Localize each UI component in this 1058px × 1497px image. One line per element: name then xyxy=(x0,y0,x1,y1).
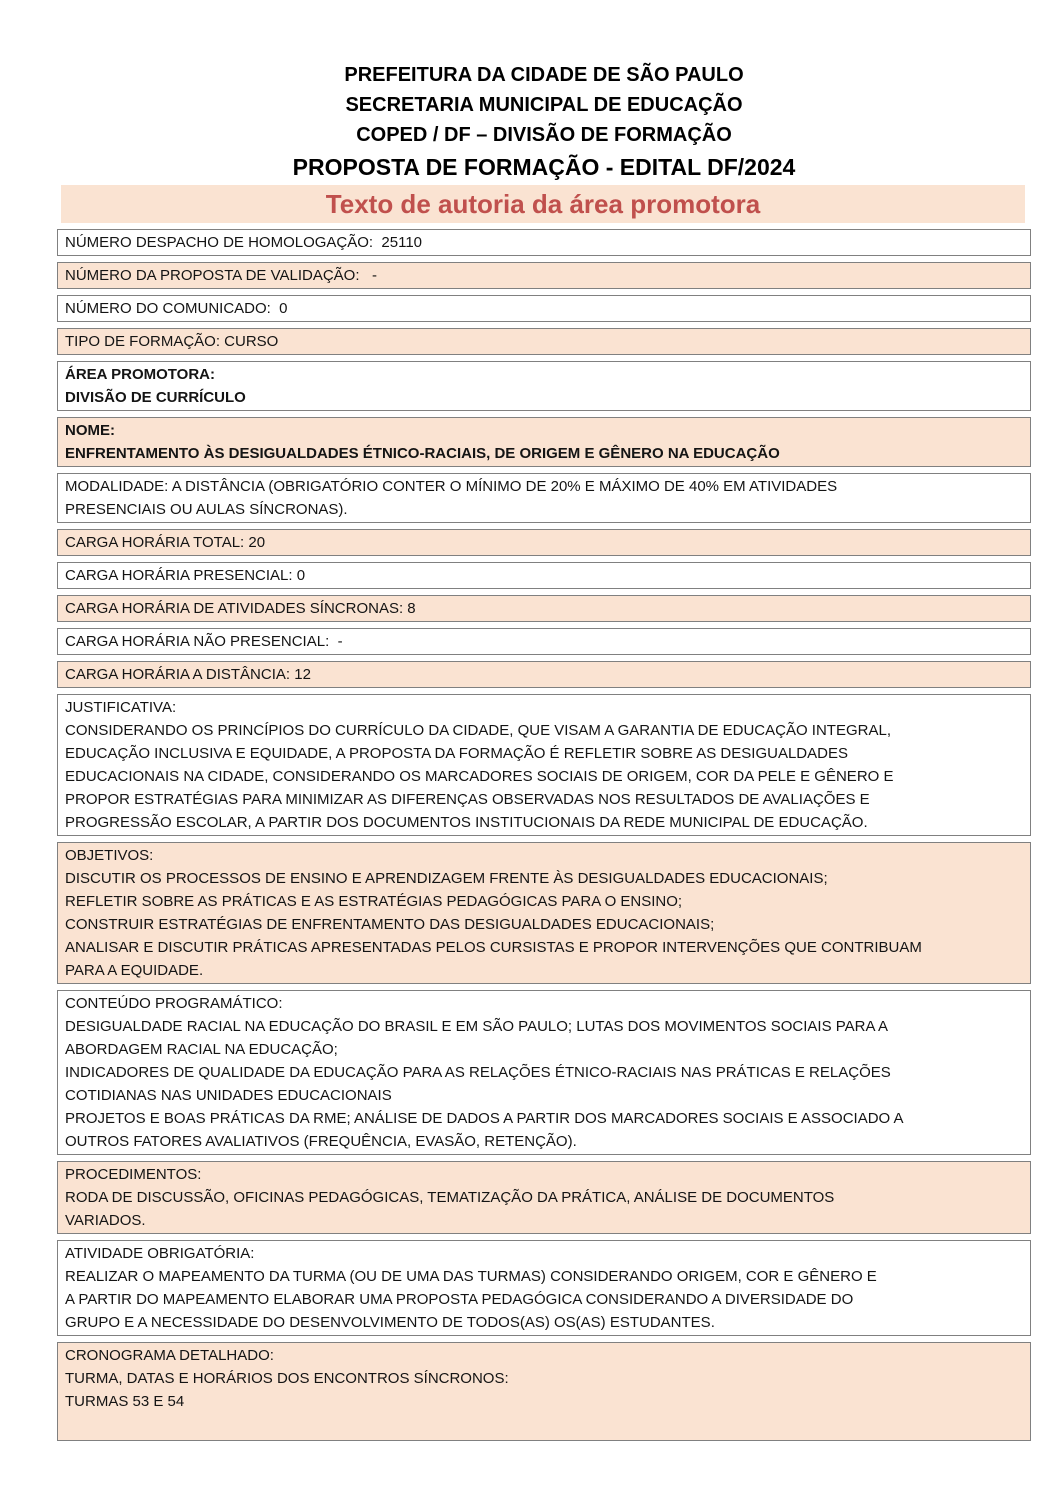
section-text: PROGRESSÃO ESCOLAR, A PARTIR DOS DOCUMENTOS INSTITUCIONAIS DA REDE MUNICIPAL DE EDUCAÇÃO. xyxy=(65,814,868,831)
section-text: PROJETOS E BOAS PRÁTICAS DA RME; ANÁLISE DE DADOS A PARTIR DOS MARCADORES SOCIAIS E ASSOCIADO A xyxy=(65,1110,904,1127)
header-line-prefeitura: PREFEITURA DA CIDADE DE SÃO PAULO xyxy=(344,64,744,86)
section-text: GRUPO E A NECESSIDADE DO DESENVOLVIMENTO DE TODOS(AS) OS(AS) ESTUDANTES. xyxy=(65,1314,715,1331)
field-text: PRESENCIAIS OU AULAS SÍNCRONAS). xyxy=(65,501,348,518)
section-cronograma-detalhado xyxy=(57,1342,1031,1441)
field-tipo-formacao xyxy=(57,328,1031,355)
section-text: REALIZAR O MAPEAMENTO DA TURMA (OU DE UMA DAS TURMAS) CONSIDERANDO ORIGEM, COR E GÊNERO E xyxy=(65,1268,877,1285)
field-text: NÚMERO DA PROPOSTA DE VALIDAÇÃO: - xyxy=(65,267,378,284)
header-line-proposta: PROPOSTA DE FORMAÇÃO - EDITAL DF/2024 xyxy=(292,154,796,180)
field-carga-horaria-total xyxy=(57,529,1031,556)
field-text: CARGA HORÁRIA NÃO PRESENCIAL: - xyxy=(65,633,343,650)
section-text: COTIDIANAS NAS UNIDADES EDUCACIONAIS xyxy=(65,1087,392,1104)
section-label: CONTEÚDO PROGRAMÁTICO: xyxy=(65,995,283,1012)
field-carga-horaria-atividades-sincronas xyxy=(57,595,1031,622)
field-label: ÁREA PROMOTORA: xyxy=(65,366,215,383)
section-objetivos xyxy=(57,842,1031,984)
document-header xyxy=(57,0,1031,184)
field-numero-proposta-validacao xyxy=(57,262,1031,289)
authorship-banner: Texto de autoria da área promotora xyxy=(61,185,1025,223)
section-text: TURMA, DATAS E HORÁRIOS DOS ENCONTROS SÍNCRONOS: xyxy=(65,1370,509,1387)
field-label: NOME: xyxy=(65,422,115,439)
field-modalidade xyxy=(57,473,1031,523)
section-text: REFLETIR SOBRE AS PRÁTICAS E AS ESTRATÉGIAS PEDAGÓGICAS PARA O ENSINO; xyxy=(65,893,683,910)
header-line-coped: COPED / DF – DIVISÃO DE FORMAÇÃO xyxy=(356,124,732,146)
section-text: EDUCACIONAIS NA CIDADE, CONSIDERANDO OS MARCADORES SOCIAIS DE ORIGEM, COR DA PELE E GÊNERO E xyxy=(65,768,894,785)
field-text: CARGA HORÁRIA A DISTÂNCIA: 12 xyxy=(65,666,311,683)
field-carga-horaria-presencial xyxy=(57,562,1031,589)
field-text: MODALIDADE: A DISTÂNCIA (OBRIGATÓRIO CONTER O MÍNIMO DE 20% E MÁXIMO DE 40% EM ATIVIDADES xyxy=(65,478,838,495)
section-justificativa xyxy=(57,694,1031,836)
field-text: CARGA HORÁRIA TOTAL: 20 xyxy=(65,534,266,551)
section-text: DISCUTIR OS PROCESSOS DE ENSINO E APRENDIZAGEM FRENTE ÀS DESIGUALDADES EDUCACIONAIS; xyxy=(65,870,828,887)
section-conteudo-programatico xyxy=(57,990,1031,1155)
field-text: CARGA HORÁRIA PRESENCIAL: 0 xyxy=(65,567,306,584)
field-text: TIPO DE FORMAÇÃO: CURSO xyxy=(65,333,279,350)
section-text: PROPOR ESTRATÉGIAS PARA MINIMIZAR AS DIFERENÇAS OBSERVADAS NOS RESULTADOS DE AVALIAÇÕES E xyxy=(65,791,870,808)
field-value: DIVISÃO DE CURRÍCULO xyxy=(65,389,246,406)
section-label: ATIVIDADE OBRIGATÓRIA: xyxy=(65,1245,255,1262)
field-text: NÚMERO DESPACHO DE HOMOLOGAÇÃO: 25110 xyxy=(65,234,423,251)
section-text: DESIGUALDADE RACIAL NA EDUCAÇÃO DO BRASIL E EM SÃO PAULO; LUTAS DOS MOVIMENTOS SOCIAIS PARA A xyxy=(65,1018,888,1035)
field-value: ENFRENTAMENTO ÀS DESIGUALDADES ÉTNICO-RACIAIS, DE ORIGEM E GÊNERO NA EDUCAÇÃO xyxy=(65,445,780,462)
section-text: INDICADORES DE QUALIDADE DA EDUCAÇÃO PARA AS RELAÇÕES ÉTNICO-RACIAIS NAS PRÁTICAS E RELAÇÕES xyxy=(65,1064,891,1081)
section-text: TURMAS 53 E 54 xyxy=(65,1393,185,1410)
section-label: CRONOGRAMA DETALHADO: xyxy=(65,1347,274,1364)
section-label: PROCEDIMENTOS: xyxy=(65,1166,202,1183)
section-text: RODA DE DISCUSSÃO, OFICINAS PEDAGÓGICAS, TEMATIZAÇÃO DA PRÁTICA, ANÁLISE DE DOCUMENTOS xyxy=(65,1189,835,1206)
header-line-secretaria: SECRETARIA MUNICIPAL DE EDUCAÇÃO xyxy=(345,94,743,116)
field-carga-horaria-nao-presencial xyxy=(57,628,1031,655)
section-atividade-obrigatoria xyxy=(57,1240,1031,1336)
field-carga-horaria-a-distancia xyxy=(57,661,1031,688)
field-nome xyxy=(57,417,1031,467)
section-text: EDUCAÇÃO INCLUSIVA E EQUIDADE, A PROPOSTA DA FORMAÇÃO É REFLETIR SOBRE AS DESIGUALDADES xyxy=(65,745,848,762)
section-text: CONSTRUIR ESTRATÉGIAS DE ENFRENTAMENTO DAS DESIGUALDADES EDUCACIONAIS; xyxy=(65,916,715,933)
field-numero-comunicado xyxy=(57,295,1031,322)
section-text: PARA A EQUIDADE. xyxy=(65,962,204,979)
section-text: ABORDAGEM RACIAL NA EDUCAÇÃO; xyxy=(65,1041,338,1058)
section-label: OBJETIVOS: xyxy=(65,847,154,864)
field-text: CARGA HORÁRIA DE ATIVIDADES SÍNCRONAS: 8 xyxy=(65,600,416,617)
section-text: A PARTIR DO MAPEAMENTO ELABORAR UMA PROPOSTA PEDAGÓGICA CONSIDERANDO A DIVERSIDADE DO xyxy=(65,1291,854,1308)
field-text: NÚMERO DO COMUNICADO: 0 xyxy=(65,300,288,317)
section-label: JUSTIFICATIVA: xyxy=(65,699,177,716)
section-text: OUTROS FATORES AVALIATIVOS (FREQUÊNCIA, EVASÃO, RETENÇÃO). xyxy=(65,1133,577,1150)
field-area-promotora xyxy=(57,361,1031,411)
section-text: VARIADOS. xyxy=(65,1212,146,1229)
field-numero-despacho-homologacao xyxy=(57,229,1031,256)
section-text: CONSIDERANDO OS PRINCÍPIOS DO CURRÍCULO DA CIDADE, QUE VISAM A GARANTIA DE EDUCAÇÃO INTEGRAL, xyxy=(65,722,891,739)
section-procedimentos xyxy=(57,1161,1031,1234)
section-text: ANALISAR E DISCUTIR PRÁTICAS APRESENTADAS PELOS CURSISTAS E PROPOR INTERVENÇÕES QUE CONTRIBUAM xyxy=(65,939,922,956)
